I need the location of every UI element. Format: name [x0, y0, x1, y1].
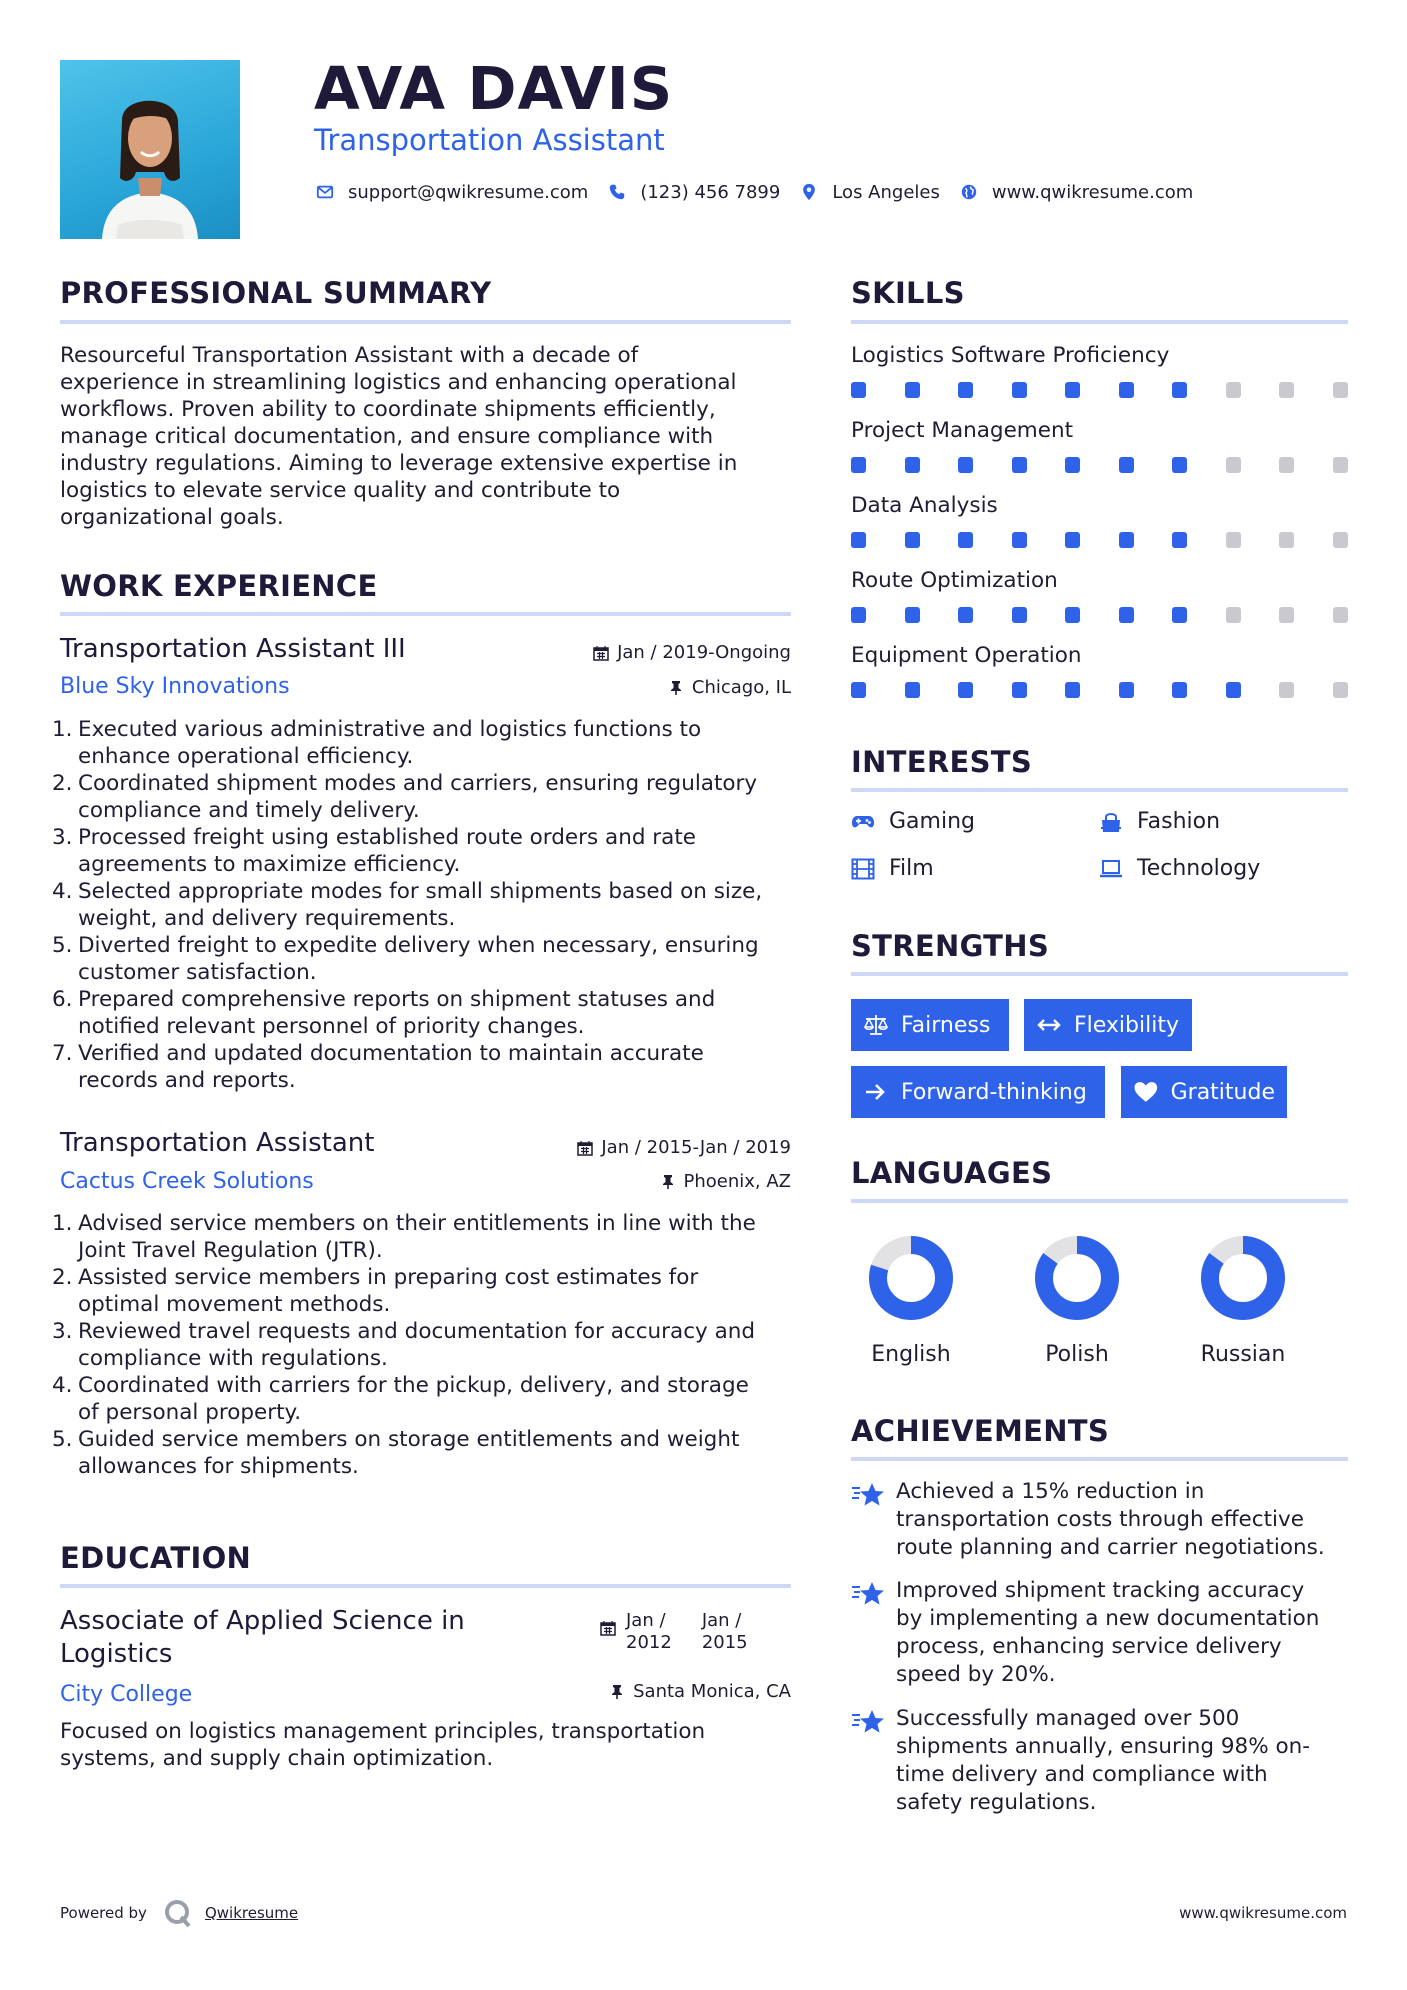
skill-dot-empty	[1333, 682, 1348, 698]
education-start: Jan / 2012	[626, 1610, 672, 1653]
summary-heading: PROFESSIONAL SUMMARY	[60, 276, 492, 310]
interests-divider	[851, 788, 1348, 792]
skill-rating	[851, 607, 1348, 623]
skill-dot-filled	[851, 682, 866, 698]
language-name: Russian	[1200, 1342, 1286, 1367]
interest-label: Film	[889, 856, 934, 881]
skill-dot-empty	[1333, 532, 1348, 548]
achievement-item: Achieved a 15% reduction in transportation costs through effective route planning and carrier negotiations.	[896, 1479, 1325, 1560]
skill-dot-empty	[1333, 382, 1348, 398]
skill-dot-filled	[1012, 682, 1027, 698]
work-heading: WORK EXPERIENCE	[60, 569, 378, 603]
skill-dot-filled	[958, 682, 973, 698]
job-title: Transportation Assistant III	[60, 634, 406, 664]
skills-heading: SKILLS	[851, 276, 965, 310]
website-link[interactable]: www.qwikresume.com	[991, 181, 1194, 203]
language-name: English	[871, 1342, 951, 1367]
list-item: 6. Prepared comprehensive reports on shipment statuses and notified relevant personnel of priority changes.	[52, 987, 716, 1039]
footer-powered-by	[60, 1898, 298, 1928]
list-item: 4. Coordinated with carriers for the pickup, delivery, and storage of personal property.	[52, 1373, 749, 1425]
achievement-item: Successfully managed over 500 shipments annually, ensuring 98% on- time delivery and compliance with safety regulations.	[896, 1706, 1311, 1815]
list-item: 1. Executed various administrative and logistics functions to enhance operational efficiency.	[52, 717, 702, 769]
education-end: Jan / 2015	[701, 1610, 748, 1653]
company-name: Blue Sky Innovations	[60, 674, 290, 699]
achievements-divider	[851, 1457, 1348, 1461]
work-divider	[60, 612, 791, 616]
skill-rating	[851, 457, 1348, 473]
skill-dot-filled	[1012, 532, 1027, 548]
skill-name: Equipment Operation	[851, 643, 1082, 668]
interest-item	[1099, 808, 1220, 836]
strength-chip	[1024, 999, 1192, 1051]
languages-divider	[851, 1199, 1348, 1203]
location-text: Los Angeles	[832, 181, 940, 203]
languages-heading: LANGUAGES	[851, 1156, 1053, 1190]
skill-rating	[851, 382, 1348, 398]
list-item: 5. Guided service members on storage entitlements and weight allowances for shipments.	[52, 1427, 740, 1479]
powered-by-label: Powered by	[60, 1904, 147, 1922]
skill-name: Data Analysis	[851, 493, 998, 518]
candidate-role: Transportation Assistant	[314, 123, 665, 157]
skill-dot-filled	[905, 682, 920, 698]
interest-label: Gaming	[889, 809, 975, 834]
summary-line: Resourceful Transportation Assistant with a decade of	[60, 343, 639, 368]
list-item: 5. Diverted freight to expedite delivery when necessary, ensuring customer satisfaction.	[52, 933, 759, 985]
list-item: 2. Coordinated shipment modes and carriers, ensuring regulatory compliance and timely delivery.	[52, 771, 758, 823]
language-proficiency-ring	[866, 1233, 956, 1323]
skill-dot-filled	[1226, 682, 1241, 698]
calendar-icon	[600, 1620, 616, 1636]
email-icon	[314, 181, 336, 203]
job-dates	[593, 641, 791, 665]
strengths-heading: STRENGTHS	[851, 929, 1050, 963]
skill-dot-filled	[905, 457, 920, 473]
globe-icon	[958, 181, 980, 203]
job-dates-text: Jan / 2019-Ongoing	[617, 642, 791, 663]
education-desc-line: systems, and supply chain optimization.	[60, 1746, 494, 1771]
phone-number[interactable]: (123) 456 7899	[640, 181, 781, 203]
arrow-right-icon	[863, 1080, 889, 1104]
skill-dot-filled	[851, 607, 866, 623]
list-item: 3. Processed freight using established route orders and rate agreements to maximize efficiency.	[52, 825, 696, 877]
skill-dot-filled	[1065, 532, 1080, 548]
language-name: Polish	[1045, 1342, 1109, 1367]
degree-line: Logistics	[60, 1639, 173, 1669]
school-name: City College	[60, 1682, 193, 1707]
job-location	[668, 676, 791, 700]
job-responsibilities	[52, 1210, 800, 1480]
job-responsibilities	[52, 716, 800, 1094]
skill-dot-empty	[1333, 457, 1348, 473]
skill-dot-filled	[905, 532, 920, 548]
skill-dot-empty	[1226, 382, 1241, 398]
footer-website[interactable]: www.qwikresume.com	[1179, 1904, 1347, 1922]
education-heading: EDUCATION	[60, 1541, 252, 1575]
skill-dot-filled	[958, 382, 973, 398]
achievement-item: Improved shipment tracking accuracy by implementing a new documentation process, enhancing service delivery speed by 20%.	[896, 1578, 1320, 1687]
skill-dot-filled	[851, 382, 866, 398]
education-description	[60, 1718, 800, 1772]
job-dates-text: Jan / 2015-Jan / 2019	[601, 1137, 791, 1158]
contact-bar	[314, 178, 1211, 206]
education-divider	[60, 1584, 791, 1588]
skill-dot-empty	[1226, 532, 1241, 548]
skill-dot-filled	[905, 382, 920, 398]
list-item: 2. Assisted service members in preparing cost estimates for optimal movement methods.	[52, 1265, 699, 1317]
strength-chip	[851, 1066, 1105, 1118]
strengths-divider	[851, 972, 1348, 976]
award-star-icon	[851, 1481, 885, 1511]
skill-dot-empty	[1226, 607, 1241, 623]
award-star-icon	[851, 1580, 885, 1610]
skill-name: Route Optimization	[851, 568, 1058, 593]
phone-icon	[606, 181, 628, 203]
skill-dot-filled	[1119, 607, 1134, 623]
gamepad-icon	[851, 811, 875, 833]
skill-dot-filled	[1119, 532, 1134, 548]
interest-item	[851, 808, 975, 836]
summary-line: manage critical documentation, and ensure compliance with	[60, 424, 714, 449]
skill-rating	[851, 682, 1348, 698]
award-star-icon	[851, 1708, 885, 1738]
skill-dot-filled	[851, 532, 866, 548]
calendar-icon	[593, 645, 609, 661]
email-link[interactable]: support@qwikresume.com	[348, 181, 589, 203]
strength-label: Forward-thinking	[901, 1079, 1087, 1105]
degree-line: Associate of Applied Science in	[60, 1606, 465, 1636]
interest-label: Technology	[1137, 856, 1261, 881]
pushpin-icon	[609, 1684, 625, 1700]
skill-dot-filled	[1065, 457, 1080, 473]
job-title: Transportation Assistant	[60, 1128, 375, 1158]
skill-dot-filled	[1065, 382, 1080, 398]
strength-chip	[1121, 1066, 1287, 1118]
skill-dot-filled	[1172, 682, 1187, 698]
skill-dot-filled	[1065, 607, 1080, 623]
skill-dot-filled	[1172, 457, 1187, 473]
skill-dot-empty	[1279, 382, 1294, 398]
interest-label: Fashion	[1137, 809, 1221, 834]
skill-name: Logistics Software Proficiency	[851, 343, 1170, 368]
education-location	[609, 1680, 791, 1704]
summary-line: organizational goals.	[60, 505, 284, 530]
skill-dot-filled	[905, 607, 920, 623]
skill-name: Project Management	[851, 418, 1074, 443]
job-location-text: Chicago, IL	[691, 677, 791, 698]
interest-item	[851, 855, 934, 883]
interest-item	[1099, 855, 1260, 883]
skill-dot-filled	[958, 607, 973, 623]
profile-photo	[60, 60, 240, 239]
profile-photo-illustration	[60, 60, 240, 239]
list-item: 1. Advised service members on their entitlements in line with the Joint Travel Regulation (JTR).	[52, 1211, 756, 1263]
skill-dot-empty	[1333, 607, 1348, 623]
strength-label: Gratitude	[1170, 1079, 1275, 1105]
achievements-heading: ACHIEVEMENTS	[851, 1414, 1110, 1448]
summary-text	[60, 342, 800, 531]
skill-dot-filled	[1119, 382, 1134, 398]
job-location-text: Phoenix, AZ	[683, 1171, 791, 1192]
skill-dot-filled	[1119, 682, 1134, 698]
skill-dot-filled	[1012, 382, 1027, 398]
heart-icon	[1133, 1080, 1159, 1104]
balance-scale-icon	[863, 1013, 889, 1037]
language-proficiency-ring	[1032, 1233, 1122, 1323]
list-item: 3. Reviewed travel requests and documentation for accuracy and compliance with regulations.	[52, 1319, 756, 1371]
arrows-horizontal-icon	[1036, 1013, 1062, 1037]
skill-rating	[851, 532, 1348, 548]
skill-dot-filled	[1012, 457, 1027, 473]
list-item: 4. Selected appropriate modes for small shipments based on size, weight, and delivery requirements.	[52, 879, 763, 931]
summary-line: industry regulations. Aiming to leverage extensive expertise in	[60, 451, 738, 476]
strength-label: Fairness	[901, 1012, 991, 1038]
skill-dot-filled	[1172, 607, 1187, 623]
summary-line: logistics to elevate service quality and contribute to	[60, 478, 621, 503]
skill-dot-empty	[1226, 457, 1241, 473]
skill-dot-filled	[1172, 382, 1187, 398]
list-item: 7. Verified and updated documentation to maintain accurate records and reports.	[52, 1041, 704, 1093]
skill-dot-filled	[1172, 532, 1187, 548]
qwikresume-link[interactable]: Qwikresume	[204, 1904, 299, 1922]
skill-dot-empty	[1279, 457, 1294, 473]
degree-title	[60, 1605, 465, 1671]
strength-label: Flexibility	[1074, 1012, 1179, 1038]
summary-divider	[60, 320, 791, 324]
shopping-bag-icon	[1099, 811, 1123, 833]
calendar-icon	[577, 1140, 593, 1156]
education-desc-line: Focused on logistics management principles, transportation	[60, 1719, 706, 1744]
summary-line: workflows. Proven ability to coordinate shipments efficiently,	[60, 397, 716, 422]
skill-dot-empty	[1279, 682, 1294, 698]
film-icon	[851, 858, 875, 880]
skill-dot-filled	[958, 457, 973, 473]
skill-dot-filled	[958, 532, 973, 548]
skill-dot-filled	[1065, 682, 1080, 698]
interests-heading: INTERESTS	[851, 745, 1033, 779]
pushpin-icon	[660, 1174, 676, 1190]
job-dates	[577, 1136, 791, 1160]
qwikresume-logo-icon	[163, 1898, 193, 1928]
education-location-text: Santa Monica, CA	[633, 1681, 791, 1702]
pushpin-icon	[668, 680, 684, 696]
language-proficiency-ring	[1198, 1233, 1288, 1323]
candidate-name: AVA DAVIS	[314, 54, 674, 123]
skill-dot-filled	[1012, 607, 1027, 623]
laptop-icon	[1099, 858, 1123, 880]
summary-line: experience in streamlining logistics and enhancing operational	[60, 370, 737, 395]
skills-divider	[851, 320, 1348, 324]
skill-dot-filled	[851, 457, 866, 473]
job-location	[660, 1170, 792, 1194]
education-dates	[600, 1610, 748, 1654]
map-pin-icon	[798, 181, 820, 203]
company-name: Cactus Creek Solutions	[60, 1169, 314, 1194]
skill-dot-empty	[1279, 607, 1294, 623]
strength-chip	[851, 999, 1009, 1051]
skill-dot-empty	[1279, 532, 1294, 548]
skill-dot-filled	[1119, 457, 1134, 473]
